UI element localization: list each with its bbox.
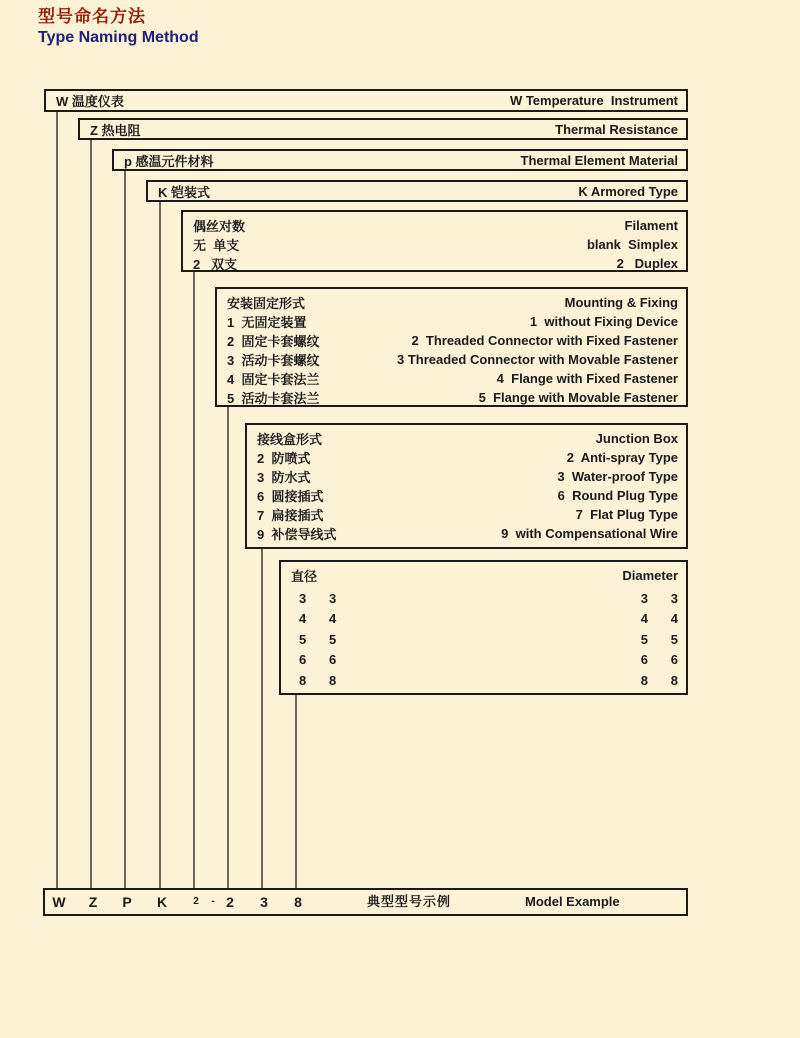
option-en: 7 Flat Plug Type: [575, 507, 678, 522]
option-row: [227, 388, 678, 407]
diameter-row: [291, 591, 678, 606]
option-cn: 无 单支: [193, 238, 240, 253]
diameter-code: 6: [640, 652, 648, 668]
model-code-separator: -: [211, 896, 215, 907]
box-title-row: [193, 216, 678, 235]
diameter-code: 8: [329, 672, 337, 688]
model-code: 3: [260, 894, 268, 910]
option-row: [257, 467, 678, 486]
model-example-label-cn: 典型型号示例: [367, 894, 452, 909]
diameter-codes-left: [291, 591, 359, 606]
diameter-row: [291, 652, 678, 667]
box-title-cn: 接线盒形式: [257, 432, 323, 447]
box-title-row: [257, 429, 678, 448]
option-en: 9 with Compensational Wire: [501, 526, 678, 541]
diameter-code: 4: [670, 611, 678, 627]
box-title-cn: 偶丝对数: [193, 219, 246, 234]
option-row: [257, 505, 678, 524]
model-code: W: [52, 894, 66, 910]
drop-line-7: [261, 549, 263, 888]
option-row: [257, 524, 678, 543]
option-en: 3 Water-proof Type: [557, 469, 678, 484]
box-title-cn: 直径: [291, 569, 318, 584]
page-title-cn: 型号命名方法: [38, 7, 146, 26]
box-title-cn: 安装固定形式: [227, 296, 306, 311]
diameter-code: 4: [329, 611, 337, 627]
diameter-code: 3: [299, 590, 307, 606]
diameter-codes-left: [291, 652, 359, 667]
option-en: 3 Threaded Connector with Movable Fastener: [397, 352, 678, 367]
option-row: [227, 350, 678, 369]
option-en: 5 Flange with Movable Fastener: [478, 390, 678, 405]
diameter-codes-left: [291, 632, 359, 647]
option-en: 2 Threaded Connector with Fixed Fastener: [411, 333, 678, 348]
diameter-codes-left: [291, 611, 359, 626]
diameter-code: 5: [329, 631, 337, 647]
model-code: 2: [193, 896, 199, 907]
level-box-filament: [181, 210, 688, 272]
option-row: [227, 369, 678, 388]
option-cn: 4 固定卡套法兰: [227, 372, 320, 387]
diameter-code: 3: [640, 590, 648, 606]
level-box-thermal-element-material: [112, 149, 688, 171]
level-box-junction-box: [245, 423, 688, 549]
diameter-code: 6: [299, 652, 307, 668]
diameter-row: [291, 673, 678, 688]
option-cn: 2 防喷式: [257, 451, 311, 466]
diameter-code: 8: [670, 672, 678, 688]
drop-line-8: [295, 695, 297, 888]
box-title-row: [227, 293, 678, 312]
diameter-code: 5: [299, 631, 307, 647]
option-row: [227, 331, 678, 350]
diameter-code: 4: [299, 611, 307, 627]
level-box-diameter: [279, 560, 688, 695]
diameter-codes-right: [618, 673, 678, 688]
diameter-code: 8: [299, 672, 307, 688]
diameter-code: 6: [670, 652, 678, 668]
model-code: 8: [294, 894, 302, 910]
box-title-en: Mounting & Fixing: [564, 295, 678, 310]
level-label-cn: K 铠装式: [158, 184, 211, 200]
option-cn: 5 活动卡套法兰: [227, 391, 320, 406]
level-label-cn: Z 热电阻: [90, 122, 141, 138]
level-label-en: Thermal Resistance: [555, 121, 678, 137]
option-en: blank Simplex: [586, 237, 678, 252]
option-en: 1 without Fixing Device: [529, 314, 678, 329]
option-row: [257, 486, 678, 505]
option-en: 2 Anti-spray Type: [566, 450, 678, 465]
box-title-en: Junction Box: [595, 431, 678, 446]
diameter-code: 3: [670, 590, 678, 606]
level-box-temperature-instrument: [44, 89, 688, 112]
option-row: [193, 254, 678, 273]
option-en: 4 Flange with Fixed Fastener: [496, 371, 678, 386]
box-title-en: Filament: [624, 218, 678, 233]
option-cn: 7 扁接插式: [257, 508, 324, 523]
diameter-codes-left: [291, 673, 359, 688]
option-cn: 1 无固定装置: [227, 315, 307, 330]
option-row: [193, 235, 678, 254]
option-en: 2 Duplex: [616, 256, 678, 271]
model-code: Z: [88, 894, 98, 910]
drop-line-2: [90, 140, 92, 888]
drop-line-3: [124, 171, 126, 888]
model-example-box: [43, 888, 688, 916]
diameter-code: 6: [329, 652, 337, 668]
box-title-row: [291, 566, 678, 585]
option-en: 6 Round Plug Type: [557, 488, 678, 503]
diameter-row: [291, 611, 678, 626]
diameter-code: 4: [640, 611, 648, 627]
level-box-armored-type: [146, 180, 688, 202]
level-label-cn: p 感温元件材料: [124, 153, 214, 169]
option-cn: 2 双支: [193, 257, 238, 272]
option-cn: 6 圆接插式: [257, 489, 324, 504]
page-title-en: Type Naming Method: [38, 29, 199, 46]
diameter-code: 5: [670, 631, 678, 647]
diameter-code: 3: [329, 590, 337, 606]
model-example-label-en: Model Example: [525, 894, 620, 909]
diameter-codes-right: [618, 652, 678, 667]
option-row: [227, 312, 678, 331]
diameter-codes-right: [618, 611, 678, 626]
diameter-code: 5: [640, 631, 648, 647]
option-cn: 3 防水式: [257, 470, 311, 485]
drop-line-6: [227, 407, 229, 888]
drop-line-5: [193, 272, 195, 888]
drop-line-4: [159, 202, 161, 888]
level-label-en: W Temperature Instrument: [509, 93, 678, 108]
model-code: 2: [226, 894, 234, 910]
level-label-en: K Armored Type: [578, 183, 678, 199]
diameter-code: 8: [640, 672, 648, 688]
model-code: K: [156, 894, 168, 910]
diameter-codes-right: [618, 591, 678, 606]
level-box-mounting-fixing: [215, 287, 688, 407]
level-label-en: Thermal Element Material: [520, 152, 678, 168]
model-code: P: [122, 894, 132, 910]
diameter-row: [291, 632, 678, 647]
drop-line-1: [56, 112, 58, 888]
diameter-codes-right: [618, 632, 678, 647]
page-title: [38, 6, 199, 48]
level-label-cn: W 温度仪表: [56, 94, 124, 109]
option-row: [257, 448, 678, 467]
level-box-thermal-resistance: [78, 118, 688, 140]
option-cn: 3 活动卡套螺纹: [227, 353, 320, 368]
box-title-en: Diameter: [622, 568, 678, 583]
option-cn: 2 固定卡套螺纹: [227, 334, 320, 349]
option-cn: 9 补偿导线式: [257, 527, 337, 542]
